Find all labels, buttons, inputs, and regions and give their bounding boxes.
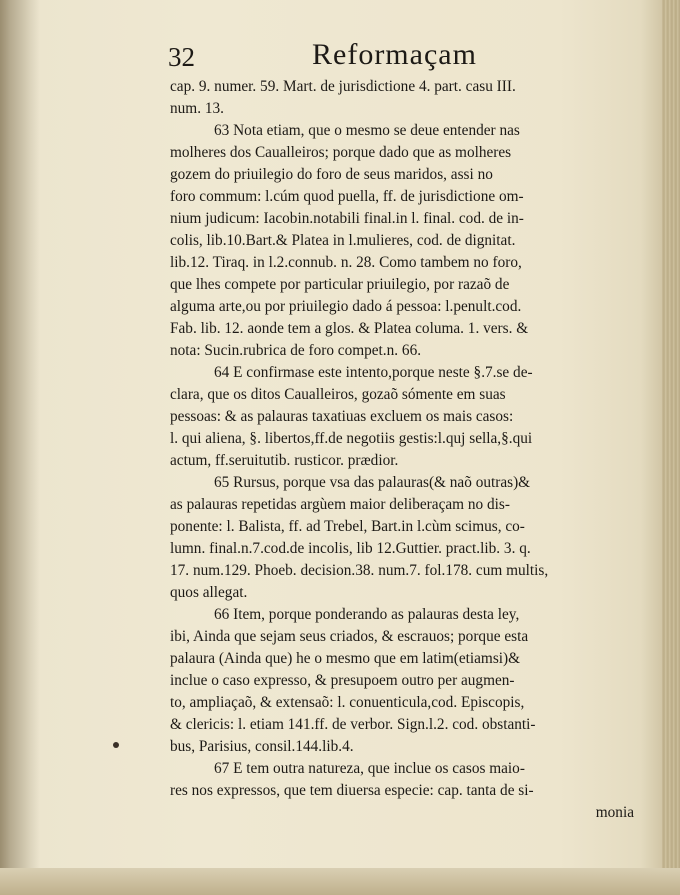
text-line: lib.12. Tiraq. in l.2.connub. n. 28. Como tambem no foro,: [170, 254, 522, 271]
text-line: l. qui aliena, §. libertos,ff.de negotiis gestis:l.quj sella,§.qui: [170, 430, 533, 447]
ink-stain: [113, 742, 119, 748]
text-line: molheres dos Caualleiros; porque dado que as molheres: [170, 144, 512, 161]
text-line: & clericis: l. etiam 141.ff. de verbor. Sign.l.2. cod. obstanti-: [170, 716, 536, 733]
gutter-shadow: [0, 0, 40, 895]
text-line: quos allegat.: [170, 584, 248, 601]
text-line: inclue o caso expresso, & presupoem outro per augmen-: [170, 672, 515, 689]
paragraph-start-line: 66 Item, porque ponderando as palauras desta ley,: [214, 606, 520, 623]
page-fore-edge: [662, 0, 680, 895]
text-line: ibi, Ainda que sejam seus criados, & escrauos; porque esta: [170, 628, 529, 645]
running-title: Reformaçam: [312, 38, 477, 71]
text-line: as palauras repetidas argùem maior deliberaçam no dis-: [170, 496, 510, 513]
paragraph-start-line: 67 E tem outra natureza, que inclue os casos maio-: [214, 760, 525, 777]
text-line: foro commum: l.cúm quod puella, ff. de jurisdictione om-: [170, 188, 524, 205]
text-line: palaura (Ainda que) he o mesmo que em latim(etiamsi)&: [170, 650, 521, 667]
text-line: 17. num.129. Phoeb. decision.38. num.7. fol.178. cum multis,: [170, 562, 549, 579]
text-line: clara, que os ditos Caualleiros, gozaõ sómente em suas: [170, 386, 506, 403]
paragraph-start-line: 64 E confirmase este intento,porque neste §.7.se de-: [214, 364, 533, 381]
text-line: to, ampliaçaõ, & extensaõ: l. conuenticula,cod. Episcopis,: [170, 694, 525, 711]
text-line: Fab. lib. 12. aonde tem a glos. & Platea columa. 1. vers. &: [170, 320, 529, 337]
page-bottom-edge: [0, 868, 680, 895]
text-line: nota: Sucin.rubrica de foro compet.n. 66.: [170, 342, 422, 359]
text-line: bus, Parisius, consil.144.lib.4.: [170, 738, 354, 755]
text-line: actum, ff.seruitutib. rusticor. prædior.: [170, 452, 399, 469]
printed-page: [160, 34, 650, 821]
text-line: nium judicum: Iacobin.notabili final.in l. final. cod. de in-: [170, 210, 524, 227]
paragraph-start-line: 63 Nota etiam, que o mesmo se deue entender nas: [214, 122, 520, 139]
text-line: gozem do priuilegio do foro de seus maridos, assi no: [170, 166, 493, 183]
running-head: [160, 34, 650, 74]
text-line: res nos expressos, que tem diuersa especie: cap. tanta de si-: [170, 782, 534, 799]
text-line: ponente: l. Balista, ff. ad Trebel, Bart.in l.cùm scimus, co-: [170, 518, 525, 535]
text-line: num. 13.: [170, 100, 224, 117]
text-line: colis, lib.10.Bart.& Platea in l.mulieres, cod. de dignitat.: [170, 232, 516, 249]
catchword: monia: [595, 804, 634, 821]
text-line: lumn. final.n.7.cod.de incolis, lib 12.Guttier. pract.lib. 3. q.: [170, 540, 531, 557]
text-line: alguma arte,ou por priuilegio dado á pessoa: l.penult.cod.: [170, 298, 522, 315]
text-line: pessoas: & as palauras taxatiuas excluem os mais casos:: [170, 408, 514, 425]
body-text: [170, 76, 640, 824]
text-line: cap. 9. numer. 59. Mart. de jurisdictione 4. part. casu III.: [170, 78, 516, 95]
page-number: 32: [168, 42, 195, 72]
text-line: que lhes compete por particular priuilegio, por razaõ de: [170, 276, 510, 293]
paragraph-start-line: 65 Rursus, porque vsa das palauras(& naõ outras)&: [214, 474, 531, 491]
